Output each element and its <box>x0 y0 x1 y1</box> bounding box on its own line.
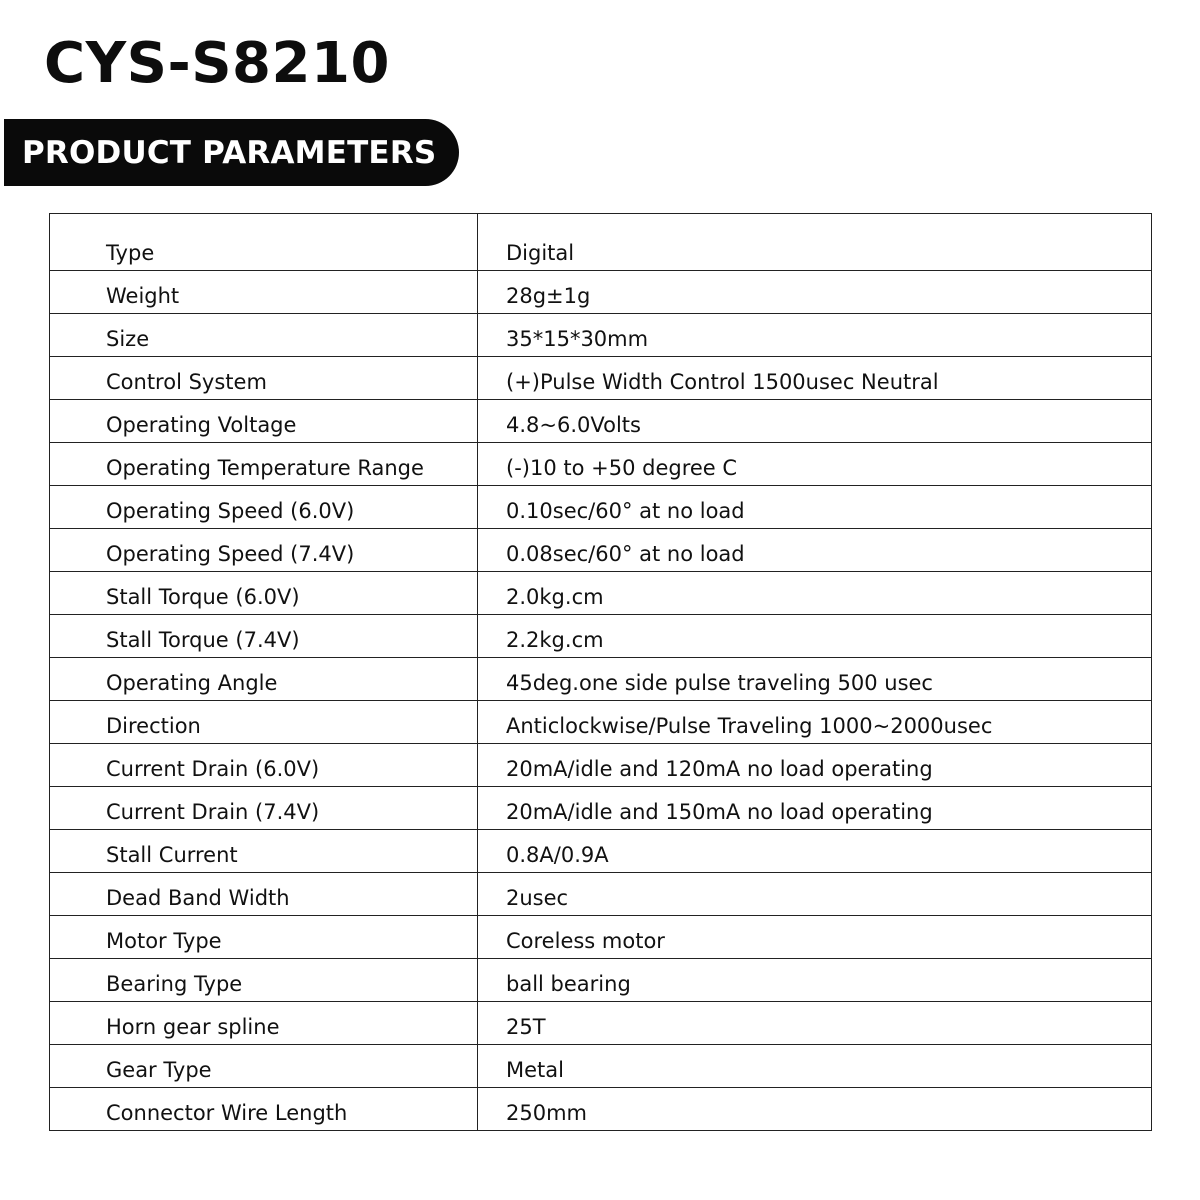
param-name: Operating Speed (7.4V) <box>50 529 478 572</box>
param-value: Coreless motor <box>478 916 1152 959</box>
table-row <box>50 214 1152 271</box>
param-value: Metal <box>478 1045 1152 1088</box>
table-row <box>50 1045 1152 1088</box>
table-row <box>50 572 1152 615</box>
param-value: 20mA/idle and 120mA no load operating <box>478 744 1152 787</box>
param-value: 20mA/idle and 150mA no load operating <box>478 787 1152 830</box>
param-value: 25T <box>478 1002 1152 1045</box>
table-row <box>50 744 1152 787</box>
param-name: Type <box>50 214 478 271</box>
param-value: (+)Pulse Width Control 1500usec Neutral <box>478 357 1152 400</box>
table-row <box>50 830 1152 873</box>
param-value: 0.8A/0.9A <box>478 830 1152 873</box>
param-name: Operating Angle <box>50 658 478 701</box>
param-name: Operating Voltage <box>50 400 478 443</box>
param-value: 28g±1g <box>478 271 1152 314</box>
param-name: Size <box>50 314 478 357</box>
table-row <box>50 400 1152 443</box>
section-banner <box>4 119 459 186</box>
table-row <box>50 443 1152 486</box>
param-name: Connector Wire Length <box>50 1088 478 1131</box>
table-row <box>50 314 1152 357</box>
param-value: Anticlockwise/Pulse Traveling 1000~2000usec <box>478 701 1152 744</box>
table-row <box>50 1002 1152 1045</box>
table-row <box>50 615 1152 658</box>
param-name: Current Drain (7.4V) <box>50 787 478 830</box>
param-value: ball bearing <box>478 959 1152 1002</box>
table-row <box>50 873 1152 916</box>
table-row <box>50 357 1152 400</box>
param-name: Stall Current <box>50 830 478 873</box>
param-name: Operating Speed (6.0V) <box>50 486 478 529</box>
param-name: Operating Temperature Range <box>50 443 478 486</box>
table-row <box>50 529 1152 572</box>
parameters-table <box>49 213 1152 1131</box>
param-value: 0.08sec/60° at no load <box>478 529 1152 572</box>
table-row <box>50 658 1152 701</box>
param-name: Direction <box>50 701 478 744</box>
table-row <box>50 701 1152 744</box>
param-value: 45deg.one side pulse traveling 500 usec <box>478 658 1152 701</box>
param-value: (-)10 to +50 degree C <box>478 443 1152 486</box>
param-value: 250mm <box>478 1088 1152 1131</box>
param-value: 35*15*30mm <box>478 314 1152 357</box>
table-row <box>50 959 1152 1002</box>
param-value: 0.10sec/60° at no load <box>478 486 1152 529</box>
param-value: 2usec <box>478 873 1152 916</box>
param-name: Gear Type <box>50 1045 478 1088</box>
table-row <box>50 271 1152 314</box>
param-value: 2.2kg.cm <box>478 615 1152 658</box>
model-title: CYS-S8210 <box>44 31 390 96</box>
param-name: Current Drain (6.0V) <box>50 744 478 787</box>
table-row <box>50 1088 1152 1131</box>
param-name: Weight <box>50 271 478 314</box>
table-row <box>50 916 1152 959</box>
param-value: 4.8~6.0Volts <box>478 400 1152 443</box>
param-name: Control System <box>50 357 478 400</box>
param-name: Dead Band Width <box>50 873 478 916</box>
table-row <box>50 486 1152 529</box>
param-name: Horn gear spline <box>50 1002 478 1045</box>
param-name: Stall Torque (6.0V) <box>50 572 478 615</box>
param-name: Bearing Type <box>50 959 478 1002</box>
section-banner-label: PRODUCT PARAMETERS <box>22 134 437 171</box>
table-row <box>50 787 1152 830</box>
param-name: Motor Type <box>50 916 478 959</box>
param-name: Stall Torque (7.4V) <box>50 615 478 658</box>
param-value: Digital <box>478 214 1152 271</box>
param-value: 2.0kg.cm <box>478 572 1152 615</box>
